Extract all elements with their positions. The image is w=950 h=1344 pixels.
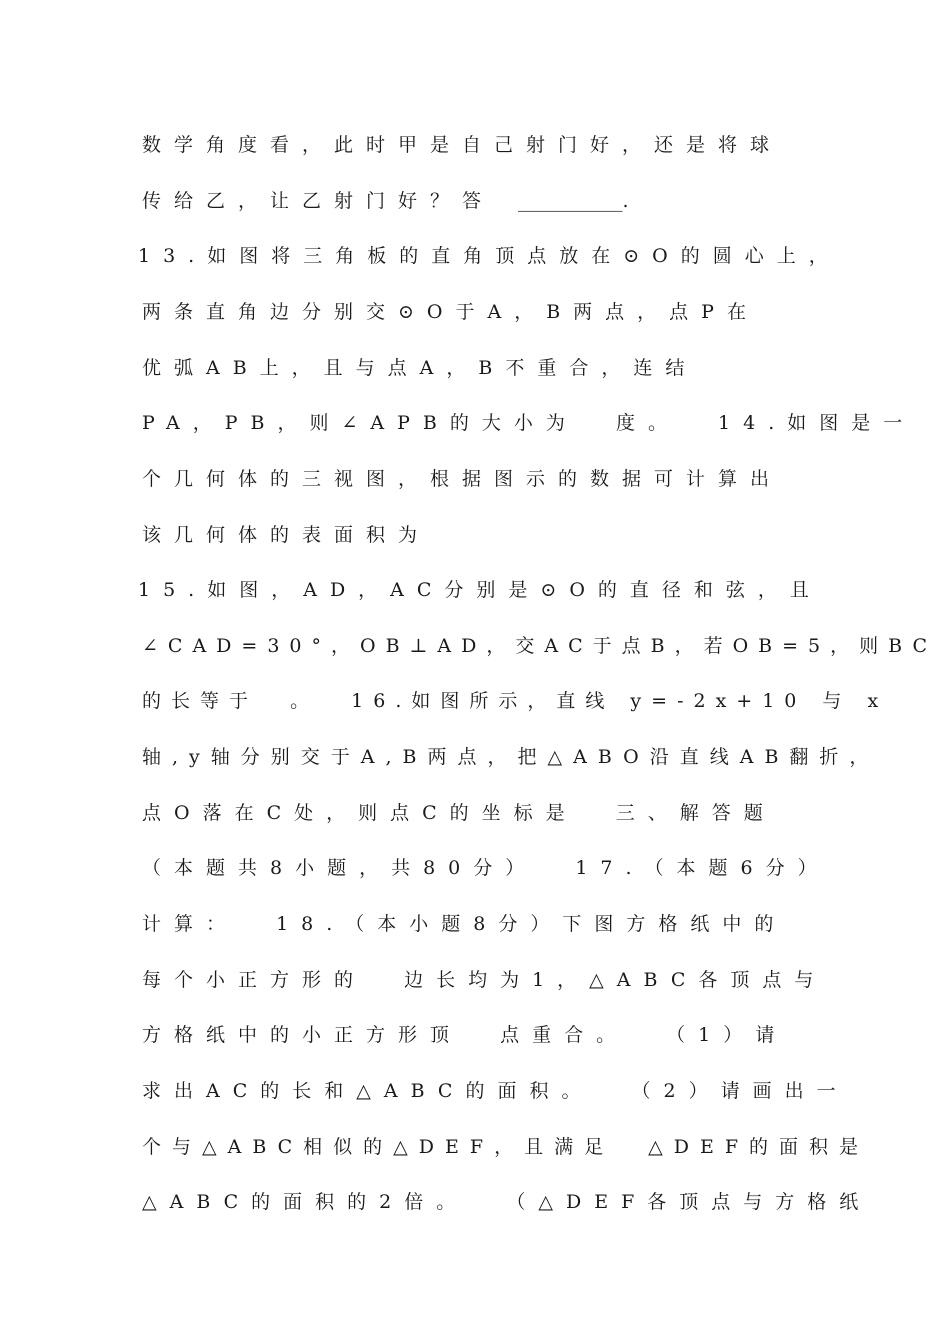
text-line-11: 的长等于 。 16.如图所示，直线 y=-2x+10 与 x [142, 690, 889, 712]
text-line-3: 13.如图将三角板的直角顶点放在⊙O的圆心上， [138, 245, 841, 267]
text-line-10: ∠CAD=30°，OB⊥AD，交AC于点B，若OB=5，则BC [142, 635, 937, 657]
text-line-2 [142, 186, 842, 216]
answer-blank: ___________. [518, 190, 629, 212]
text-line-20: △ABC的面积的2倍。 （△DEF各顶点与方格纸 [142, 1191, 872, 1213]
question-text: 传给乙，让乙射门好？答 [142, 190, 495, 212]
text-line-6: PA，PB，则∠APB的大小为 度。 14.如图是一 [142, 412, 916, 434]
text-line-4: 两条直角边分别交⊙O于A，B两点，点P在 [142, 301, 759, 323]
text-line-15: 计算： 18.（本小题8分）下图方格纸中的 [142, 913, 787, 935]
text-line-14: （本题共8小题，共80分） 17.（本题6分） [142, 857, 830, 879]
text-line-12: 轴,y轴分别交于A,B两点，把△ABO沿直线AB翻折， [142, 746, 880, 768]
text-line-17: 方格纸中的小正方形顶 点重合。 （1）请 [142, 1024, 788, 1046]
text-line-1: 数学角度看，此时甲是自己射门好，还是将球 [142, 134, 783, 156]
text-line-16: 每个小正方形的 边长均为1，△ABC各顶点与 [142, 969, 827, 991]
text-line-18: 求出AC的长和△ABC的面积。 （2）请画出一 [142, 1080, 849, 1102]
text-line-19: 个与△ABC相似的△DEF，且满足 △DEF的面积是 [142, 1136, 870, 1158]
text-line-5: 优弧AB上，且与点A，B不重合，连结 [142, 357, 698, 379]
text-line-7: 个几何体的三视图，根据图示的数据可计算出 [142, 468, 783, 490]
text-line-13: 点O落在C处，则点C的坐标是 三、解答题 [142, 802, 776, 824]
text-line-8: 该几何体的表面积为 [142, 524, 431, 546]
text-line-9: 15.如图，AD，AC分别是⊙O的直径和弦，且 [138, 579, 822, 601]
